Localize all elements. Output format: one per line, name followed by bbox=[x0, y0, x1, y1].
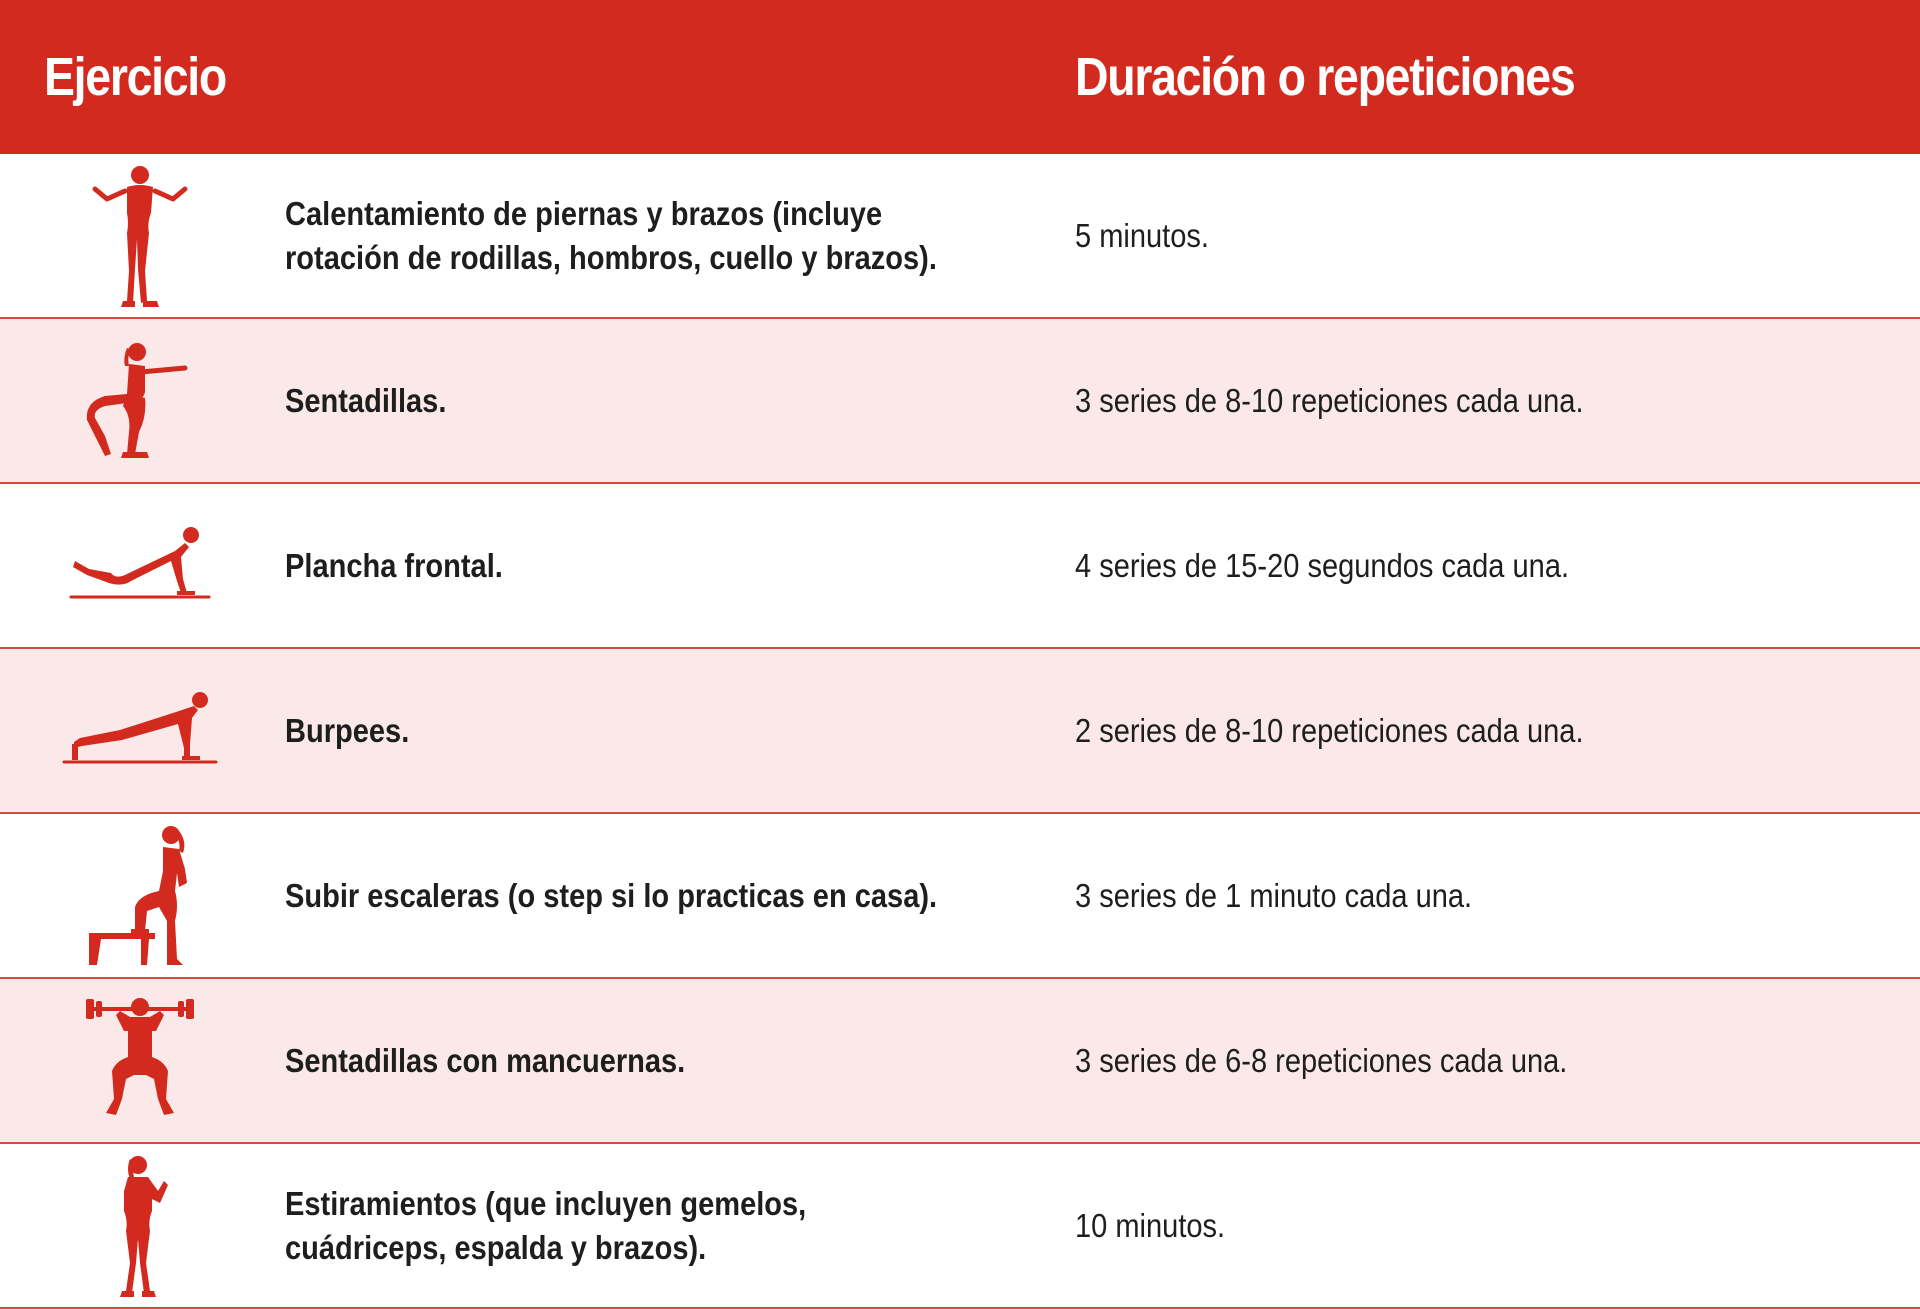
table-row bbox=[0, 1144, 1920, 1309]
table-row bbox=[0, 649, 1920, 814]
exercise-name: Sentadillas. bbox=[285, 381, 447, 419]
exercise-name: Subir escaleras (o step si lo practicas en casa). bbox=[285, 876, 938, 914]
exercise-name: Plancha frontal. bbox=[285, 546, 503, 584]
woman-squat-icon bbox=[40, 319, 240, 482]
exercise-name: Estiramientos (que incluyen gemelos, cuádriceps, espalda y brazos). bbox=[285, 1184, 807, 1266]
woman-warmup-icon bbox=[40, 154, 240, 317]
table-row bbox=[0, 979, 1920, 1144]
header-duration: Duración o repeticiones bbox=[1075, 47, 1575, 107]
table-row bbox=[0, 814, 1920, 979]
exercise-name: Burpees. bbox=[285, 711, 410, 749]
table-row bbox=[0, 484, 1920, 649]
exercise-duration: 4 series de 15-20 segundos cada una. bbox=[1075, 546, 1570, 584]
exercise-duration: 3 series de 1 minuto cada una. bbox=[1075, 876, 1473, 914]
woman-barbell-squat-icon bbox=[40, 979, 240, 1142]
woman-stretch-icon bbox=[40, 1144, 240, 1307]
woman-plank-icon bbox=[40, 484, 240, 647]
table-header bbox=[0, 0, 1920, 154]
woman-step-icon bbox=[40, 814, 240, 977]
exercise-name: Sentadillas con mancuernas. bbox=[285, 1041, 686, 1079]
exercise-duration: 3 series de 8-10 repeticiones cada una. bbox=[1075, 381, 1584, 419]
table-row bbox=[0, 319, 1920, 484]
table-row bbox=[0, 154, 1920, 319]
woman-burpee-icon bbox=[40, 649, 240, 812]
exercise-name: Calentamiento de piernas y brazos (incluye rotación de rodillas, hombros, cuello y brazos). bbox=[285, 194, 937, 276]
exercise-duration: 10 minutos. bbox=[1075, 1206, 1226, 1244]
exercise-duration: 2 series de 8-10 repeticiones cada una. bbox=[1075, 711, 1584, 749]
header-exercise: Ejercicio bbox=[44, 47, 226, 107]
exercise-duration: 5 minutos. bbox=[1075, 216, 1209, 254]
exercise-duration: 3 series de 6-8 repeticiones cada una. bbox=[1075, 1041, 1568, 1079]
